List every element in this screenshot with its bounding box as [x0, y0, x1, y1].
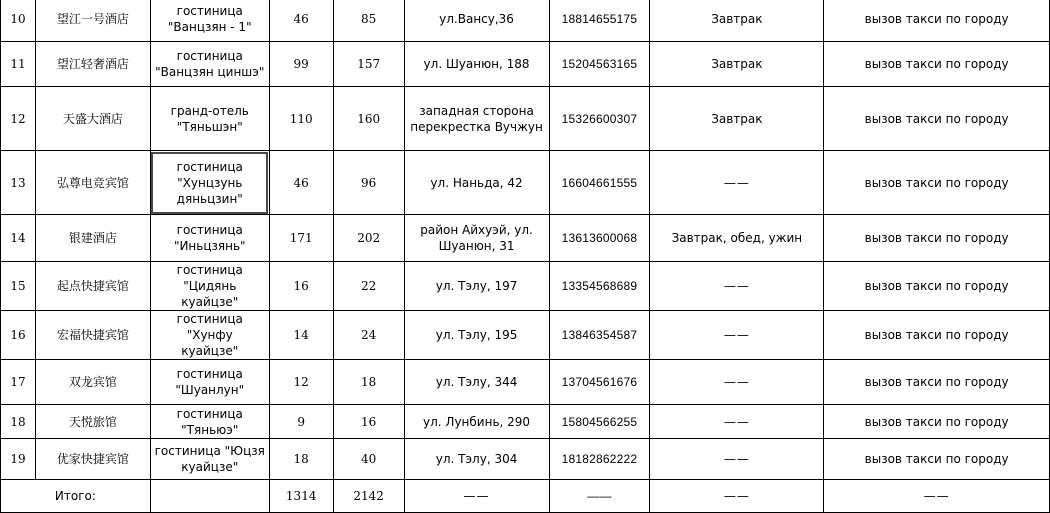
hotel-type-cell-line: "Тяньюэ" — [181, 422, 239, 437]
hotel-type-cell-line: "Тяньшэн" — [176, 119, 243, 134]
beds-cell[interactable]: 24 — [333, 311, 404, 360]
beds-cell[interactable]: 96 — [333, 151, 404, 215]
phone-cell[interactable]: 15204563165 — [549, 42, 650, 87]
hotel-name-cell[interactable]: 双龙宾馆 — [35, 360, 150, 405]
beds-cell[interactable]: 160 — [333, 87, 404, 151]
transfer-cell[interactable]: вызов такси по городу — [824, 42, 1050, 87]
hotel-type-cell-line: гостиница — [176, 367, 243, 381]
phone-cell[interactable]: 13704561676 — [549, 360, 650, 405]
hotel-type-cell-line: "Ванцзян циншэ" — [155, 65, 265, 79]
address-cell-line: ул. Тэлу, 195 — [435, 328, 518, 342]
table-row — [1, 262, 1050, 311]
meals-cell[interactable]: —— — [650, 439, 824, 480]
rooms-cell[interactable]: 46 — [269, 0, 333, 42]
beds-cell[interactable]: 40 — [333, 439, 404, 480]
transfer-cell[interactable]: вызов такси по городу — [824, 87, 1050, 151]
total-type-cell[interactable] — [150, 480, 269, 513]
address-cell-line: ул. Тэлу, 344 — [435, 375, 518, 389]
address-cell-line: ул. Лунбинь, 290 — [423, 414, 531, 429]
address-cell-line: Шуанюн, 31 — [438, 239, 515, 253]
address-cell[interactable] — [404, 360, 549, 405]
phone-cell[interactable]: 18814655175 — [549, 0, 650, 42]
phone-cell[interactable]: 16604661555 — [549, 151, 650, 215]
hotel-name-cell[interactable]: 望江轻奢酒店 — [35, 42, 150, 87]
hotel-type-cell-line: гранд-отель — [170, 103, 249, 118]
hotel-type-cell-line: "Хунцзунь — [177, 175, 243, 190]
address-cell-line: ул. Тэлу, 304 — [435, 452, 518, 466]
rooms-cell[interactable]: 46 — [269, 151, 333, 215]
phone-cell[interactable]: 15804566255 — [549, 405, 650, 439]
transfer-cell[interactable]: вызов такси по городу — [824, 262, 1050, 311]
meals-cell[interactable]: Завтрак — [650, 42, 824, 87]
hotel-type-cell-line: гостиница — [176, 49, 243, 63]
row-number-cell[interactable]: 17 — [1, 360, 36, 405]
table-row — [1, 215, 1050, 262]
beds-cell[interactable]: 85 — [333, 0, 404, 42]
hotel-type-cell[interactable] — [150, 87, 269, 151]
total-beds-cell[interactable]: 2142 — [333, 480, 404, 513]
address-cell[interactable] — [404, 215, 549, 262]
total-transfer-cell[interactable]: —— — [824, 480, 1050, 513]
hotel-type-cell[interactable] — [150, 215, 269, 262]
transfer-cell[interactable]: вызов такси по городу — [824, 439, 1050, 480]
beds-cell[interactable]: 16 — [333, 405, 404, 439]
rooms-cell[interactable]: 14 — [269, 311, 333, 360]
hotel-type-cell-line: дяньцзин" — [176, 191, 243, 206]
table-row — [1, 439, 1050, 480]
phone-cell[interactable]: 15326600307 — [549, 87, 650, 151]
table-row — [1, 151, 1050, 215]
meals-cell[interactable]: —— — [650, 405, 824, 439]
transfer-cell[interactable]: вызов такси по городу — [824, 311, 1050, 360]
table-row — [1, 360, 1050, 405]
hotel-type-cell[interactable] — [150, 262, 269, 311]
phone-cell[interactable]: 13613600068 — [549, 215, 650, 262]
hotel-type-cell-line: гостиница "Хунфу — [176, 312, 243, 342]
address-cell-line: перекрестка Вучжун — [410, 119, 543, 134]
row-number-cell[interactable]: 15 — [1, 262, 36, 311]
total-phone-cell[interactable]: —— — [549, 480, 650, 513]
transfer-cell[interactable]: вызов такси по городу — [824, 405, 1050, 439]
hotel-type-cell-line: гостиница — [176, 406, 243, 421]
hotel-type-cell-line: гостиница — [176, 159, 243, 174]
total-label-cell[interactable]: Итого: — [1, 480, 151, 513]
hotel-type-cell[interactable] — [150, 0, 269, 42]
rooms-cell[interactable]: 171 — [269, 215, 333, 262]
address-cell[interactable] — [404, 0, 549, 42]
meals-cell[interactable]: Завтрак — [650, 87, 824, 151]
phone-cell[interactable]: 13846354587 — [549, 311, 650, 360]
hotel-name-cell[interactable]: 望江一号酒店 — [35, 0, 150, 42]
rooms-cell[interactable]: 16 — [269, 262, 333, 311]
hotel-type-cell[interactable] — [150, 151, 269, 215]
hotel-type-cell[interactable] — [150, 311, 269, 360]
address-cell-line: ул.Вансу,36 — [439, 12, 514, 26]
address-cell-line: ул. Шуанюн, 188 — [423, 57, 530, 71]
hotel-type-cell-line: "Ванцзян - 1" — [167, 20, 252, 34]
hotel-name-cell[interactable]: 优家快捷宾馆 — [35, 439, 150, 480]
address-cell[interactable] — [404, 87, 549, 151]
row-number-cell[interactable]: 16 — [1, 311, 36, 360]
address-cell[interactable] — [404, 439, 549, 480]
meals-cell[interactable]: —— — [650, 262, 824, 311]
phone-cell[interactable]: 18182862222 — [549, 439, 650, 480]
beds-cell[interactable]: 202 — [333, 215, 404, 262]
hotel-type-cell-line: куайцзе" — [181, 460, 239, 474]
hotel-name-cell[interactable]: 起点快捷宾馆 — [35, 262, 150, 311]
table-row — [1, 405, 1050, 439]
row-number-cell[interactable]: 10 — [1, 0, 36, 42]
address-cell-line: район Айхуэй, ул. — [420, 223, 533, 237]
row-number-cell[interactable]: 18 — [1, 405, 36, 439]
meals-cell[interactable]: Завтрак, обед, ужин — [650, 215, 824, 262]
rooms-cell[interactable]: 12 — [269, 360, 333, 405]
row-number-cell[interactable]: 12 — [1, 87, 36, 151]
hotel-type-cell-line: куайцзе" — [181, 344, 239, 358]
meals-cell[interactable]: —— — [650, 360, 824, 405]
transfer-cell[interactable]: вызов такси по городу — [824, 0, 1050, 42]
beds-cell[interactable]: 18 — [333, 360, 404, 405]
hotel-type-cell-line: гостиница — [176, 4, 243, 18]
hotel-type-cell-line: гостиница — [176, 223, 243, 237]
total-row — [1, 480, 1050, 513]
phone-cell[interactable]: 13354568689 — [549, 262, 650, 311]
hotel-type-cell[interactable] — [150, 360, 269, 405]
row-number-cell[interactable]: 14 — [1, 215, 36, 262]
hotel-name-cell[interactable]: 银建酒店 — [35, 215, 150, 262]
total-rooms-cell[interactable]: 1314 — [269, 480, 333, 513]
address-cell-line: ул. Наньда, 42 — [430, 175, 523, 190]
rooms-cell[interactable]: 99 — [269, 42, 333, 87]
transfer-cell[interactable]: вызов такси по городу — [824, 215, 1050, 262]
hotel-name-cell[interactable]: 宏福快捷宾馆 — [35, 311, 150, 360]
hotel-type-cell-line: "Иньцзянь" — [173, 239, 246, 253]
table-row — [1, 42, 1050, 87]
rooms-cell[interactable]: 9 — [269, 405, 333, 439]
meals-cell[interactable]: Завтрак — [650, 0, 824, 42]
total-address-cell[interactable]: —— — [404, 480, 549, 513]
transfer-cell[interactable]: вызов такси по городу — [824, 360, 1050, 405]
beds-cell[interactable]: 22 — [333, 262, 404, 311]
address-cell-line: западная сторона — [419, 103, 534, 118]
hotel-name-cell[interactable]: 天盛大酒店 — [35, 87, 150, 151]
address-cell[interactable] — [404, 151, 549, 215]
address-cell[interactable] — [404, 405, 549, 439]
hotel-type-cell[interactable] — [150, 405, 269, 439]
hotel-type-cell-line: гостиница — [176, 263, 243, 277]
hotel-type-cell[interactable] — [150, 439, 269, 480]
hotel-type-cell-line: "Шуанлун" — [175, 383, 245, 397]
hotel-type-cell-line: гостиница "Юцзя — [154, 444, 265, 458]
address-cell[interactable] — [404, 262, 549, 311]
row-number-cell[interactable]: 11 — [1, 42, 36, 87]
table-row — [1, 87, 1050, 151]
row-number-cell[interactable]: 19 — [1, 439, 36, 480]
address-cell-line: ул. Тэлу, 197 — [435, 279, 518, 293]
transfer-cell[interactable]: вызов такси по городу — [824, 151, 1050, 215]
meals-cell[interactable]: —— — [650, 151, 824, 215]
meals-cell[interactable]: —— — [650, 311, 824, 360]
hotel-type-cell[interactable] — [150, 42, 269, 87]
address-cell[interactable] — [404, 42, 549, 87]
beds-cell[interactable]: 157 — [333, 42, 404, 87]
total-meals-cell[interactable]: —— — [650, 480, 824, 513]
table-row — [1, 0, 1050, 42]
address-cell[interactable] — [404, 311, 549, 360]
hotel-name-cell[interactable]: 弘尊电竞宾馆 — [35, 151, 150, 215]
rooms-cell[interactable]: 18 — [269, 439, 333, 480]
rooms-cell[interactable]: 110 — [269, 87, 333, 151]
hotel-name-cell[interactable]: 天悦旅馆 — [35, 405, 150, 439]
table-row — [1, 311, 1050, 360]
row-number-cell[interactable]: 13 — [1, 151, 36, 215]
hotel-type-cell-line: "Цидянь куайцзе" — [181, 279, 239, 309]
